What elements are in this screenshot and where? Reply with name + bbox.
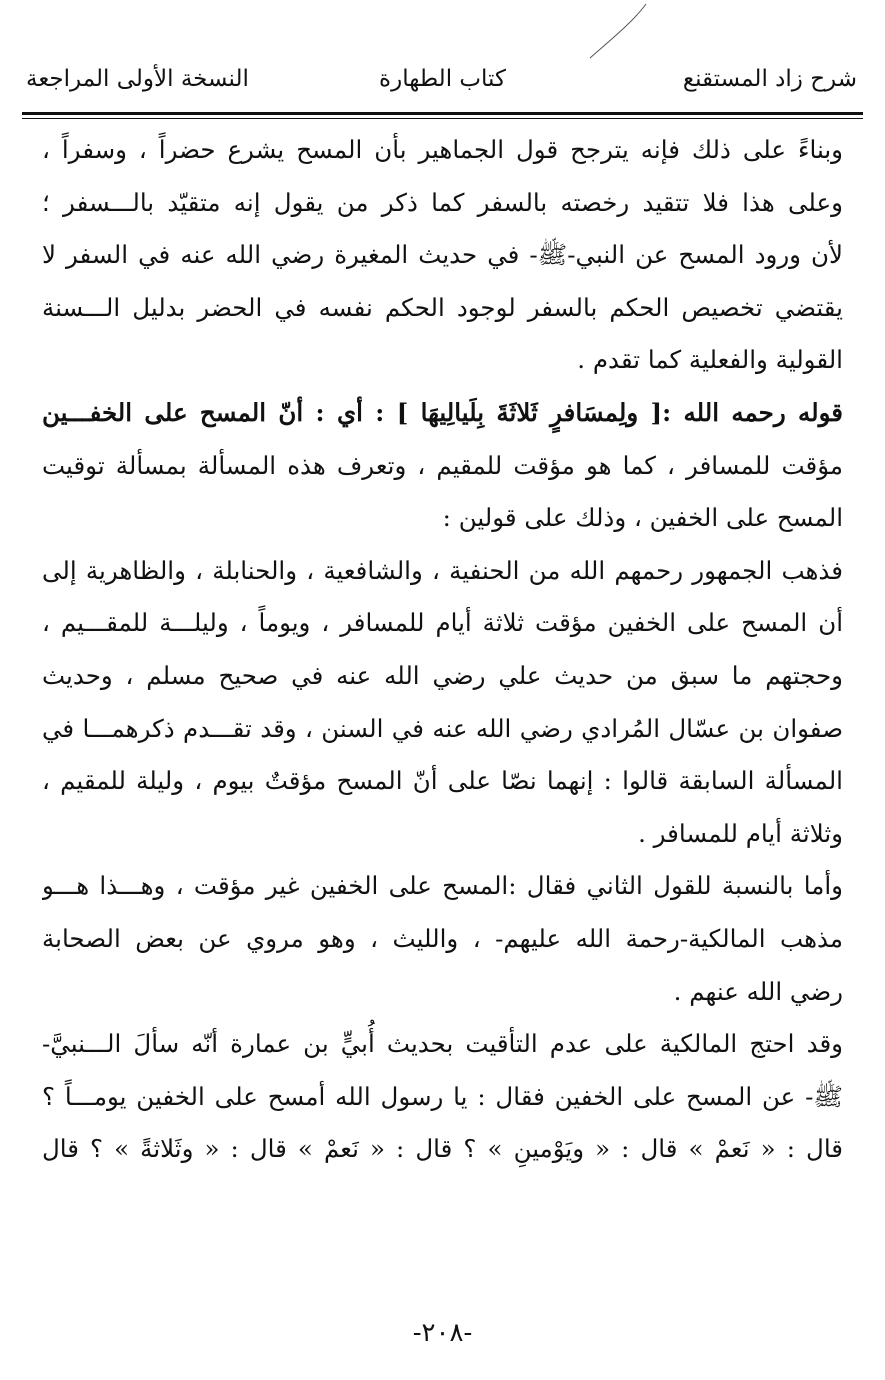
text-line: المسح على الخفين ، وذلك على قولين : [442, 503, 843, 533]
text-line: لأن ورود المسح عن النبي-ﷺ- في حديث المغيرة رضي الله عنه في السفر لا [42, 240, 843, 270]
text-line: قال : « نَعمْ » قال : « ويَوْمينِ » ؟ قال : « نَعمْ » قال : « وثَلاثةً » ؟ قال [42, 1134, 843, 1164]
text-line: وثلاثة أيام للمسافر . [638, 818, 843, 848]
page-header [22, 58, 863, 108]
text-line: المسألة السابقة قالوا : إنهما نصّا على أنّ المسح مؤقتٌ بيوم ، وليلة للمقيم ، [42, 766, 843, 796]
text-line: أن المسح على الخفين مؤقت ثلاثة أيام للمسافر ، ويوماً ، وليلـــة للمقـــيم ، [42, 608, 843, 638]
text-line: رضي الله عنهم . [673, 976, 843, 1006]
header-edition-note: النسخة الأولى المراجعة [26, 66, 249, 92]
text-line: مؤقت للمسافر ، كما هو مؤقت للمقيم ، وتعرف هذه المسألة بمسألة توقيت [42, 450, 843, 480]
text-line: ﷺ- عن المسح على الخفين فقال : يا رسول الله أمسح على الخفين يومـــاً ؟ [42, 1081, 843, 1111]
page-body [42, 124, 843, 1176]
page-number: -٢٠٨- [412, 1318, 473, 1348]
text-line: وعلى هذا فلا تتقيد رخصته بالسفر كما ذكر من يقول إنه متقيّد بالـــسفر ؛ [42, 187, 843, 217]
header-chapter-title: كتاب الطهارة [379, 66, 506, 92]
text-line: صفوان بن عسّال المُرادي رضي الله عنه في السنن ، وقد تقـــدم ذكرهمـــا في [42, 713, 843, 743]
text-line: وحجتهم ما سبق من حديث علي رضي الله عنه في صحيح مسلم ، وحديث [42, 660, 843, 690]
text-line: يقتضي تخصيص الحكم بالسفر لوجود الحكم نفسه في الحضر بدليل الـــسنة [42, 292, 843, 322]
header-divider-thick [22, 112, 863, 115]
text-line: وقد احتج المالكية على عدم التأقيت بحديث أُبيٍّ بن عمارة أنّه سألَ الـــنبيَّ- [42, 1029, 843, 1059]
text-line: مذهب المالكية-رحمة الله عليهم- ، والليث ، وهو مروي عن بعض الصحابة [42, 923, 843, 953]
text-line: وبناءً على ذلك فإنه يترجح قول الجماهير بأن المسح يشرع حضراً ، وسفراً ، [42, 135, 843, 164]
text-line: وأما بالنسبة للقول الثاني فقال :المسح على الخفين غير مؤقت ، وهـــذا هـــو [42, 871, 843, 901]
text-line: القولية والفعلية كما تقدم . [577, 345, 843, 375]
header-book-title: شرح زاد المستقنع [682, 66, 857, 92]
scan-artifact-line [588, 2, 648, 60]
text-line: قوله رحمه الله :[ ولِمسَافرٍ ثَلاثَةَ بِلَيالِيهَا ] : أي : أنّ المسح على الخفـــين [42, 397, 843, 427]
header-divider-thin [22, 118, 863, 119]
text-line: فذهب الجمهور رحمهم الله من الحنفية ، والشافعية ، والحنابلة ، والظاهرية إلى [42, 555, 843, 585]
